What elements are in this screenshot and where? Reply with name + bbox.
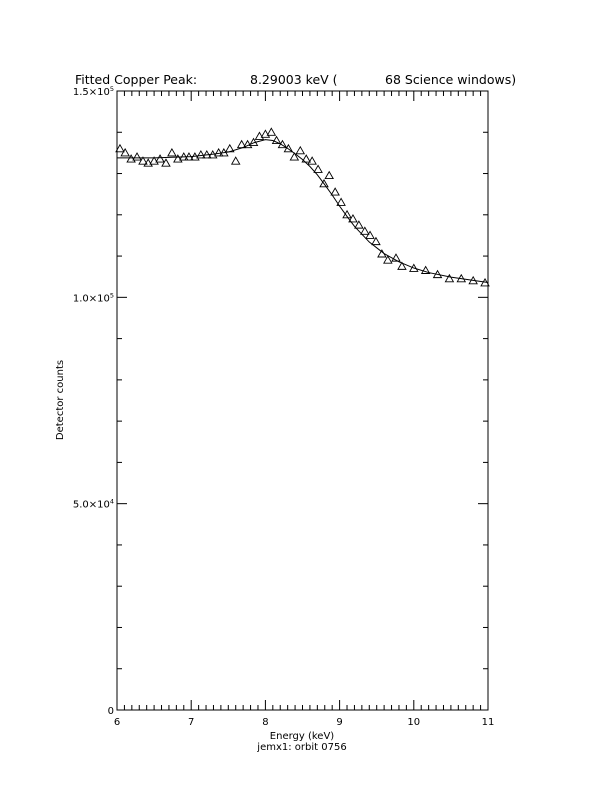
y-axis-label: Detector counts bbox=[55, 359, 66, 441]
x-tick-label: 6 bbox=[113, 717, 121, 728]
data-point-triangle bbox=[325, 172, 333, 179]
y-minor-ticks bbox=[117, 132, 488, 668]
y-tick-labels bbox=[73, 85, 114, 717]
x-tick-label: 7 bbox=[188, 717, 195, 728]
x-minor-ticks bbox=[124, 91, 480, 710]
data-point-triangle bbox=[168, 149, 176, 156]
data-point-triangle bbox=[121, 149, 129, 156]
chart-title-right: 68 Science windows) bbox=[385, 72, 517, 87]
x-axis-label: Energy (keV) bbox=[269, 731, 335, 742]
data-point-triangle bbox=[232, 157, 240, 164]
chart-title-left: Fitted Copper Peak: bbox=[75, 72, 198, 87]
y-tick-label: 0 bbox=[107, 706, 114, 717]
x-tick-label: 9 bbox=[336, 717, 343, 728]
data-point-triangle bbox=[156, 155, 164, 162]
x-tick-label: 11 bbox=[481, 717, 495, 728]
y-tick-label: $5.0\times 10^4$ bbox=[72, 497, 114, 511]
plot-frame bbox=[117, 91, 488, 710]
data-point-triangle bbox=[366, 231, 374, 238]
data-point-triangle bbox=[133, 153, 141, 160]
chart-title-value: 8.29003 keV ( bbox=[250, 72, 338, 87]
data-point-triangle bbox=[296, 147, 304, 154]
data-point-triangle bbox=[331, 188, 339, 195]
y-major-ticks bbox=[117, 91, 488, 710]
data-point-triangle bbox=[314, 165, 322, 172]
x-tick-label: 8 bbox=[262, 717, 269, 728]
y-tick-label: $1.5\times 10^5$ bbox=[72, 85, 114, 98]
x-tick-label: 10 bbox=[407, 717, 421, 728]
y-tick-label: $1.0\times 10^5$ bbox=[72, 291, 114, 305]
data-point-triangle bbox=[267, 128, 275, 135]
footer-label: jemx1: orbit 0756 bbox=[257, 742, 347, 753]
x-tick-labels bbox=[114, 717, 495, 728]
x-major-ticks bbox=[117, 91, 488, 710]
data-points bbox=[116, 128, 489, 286]
